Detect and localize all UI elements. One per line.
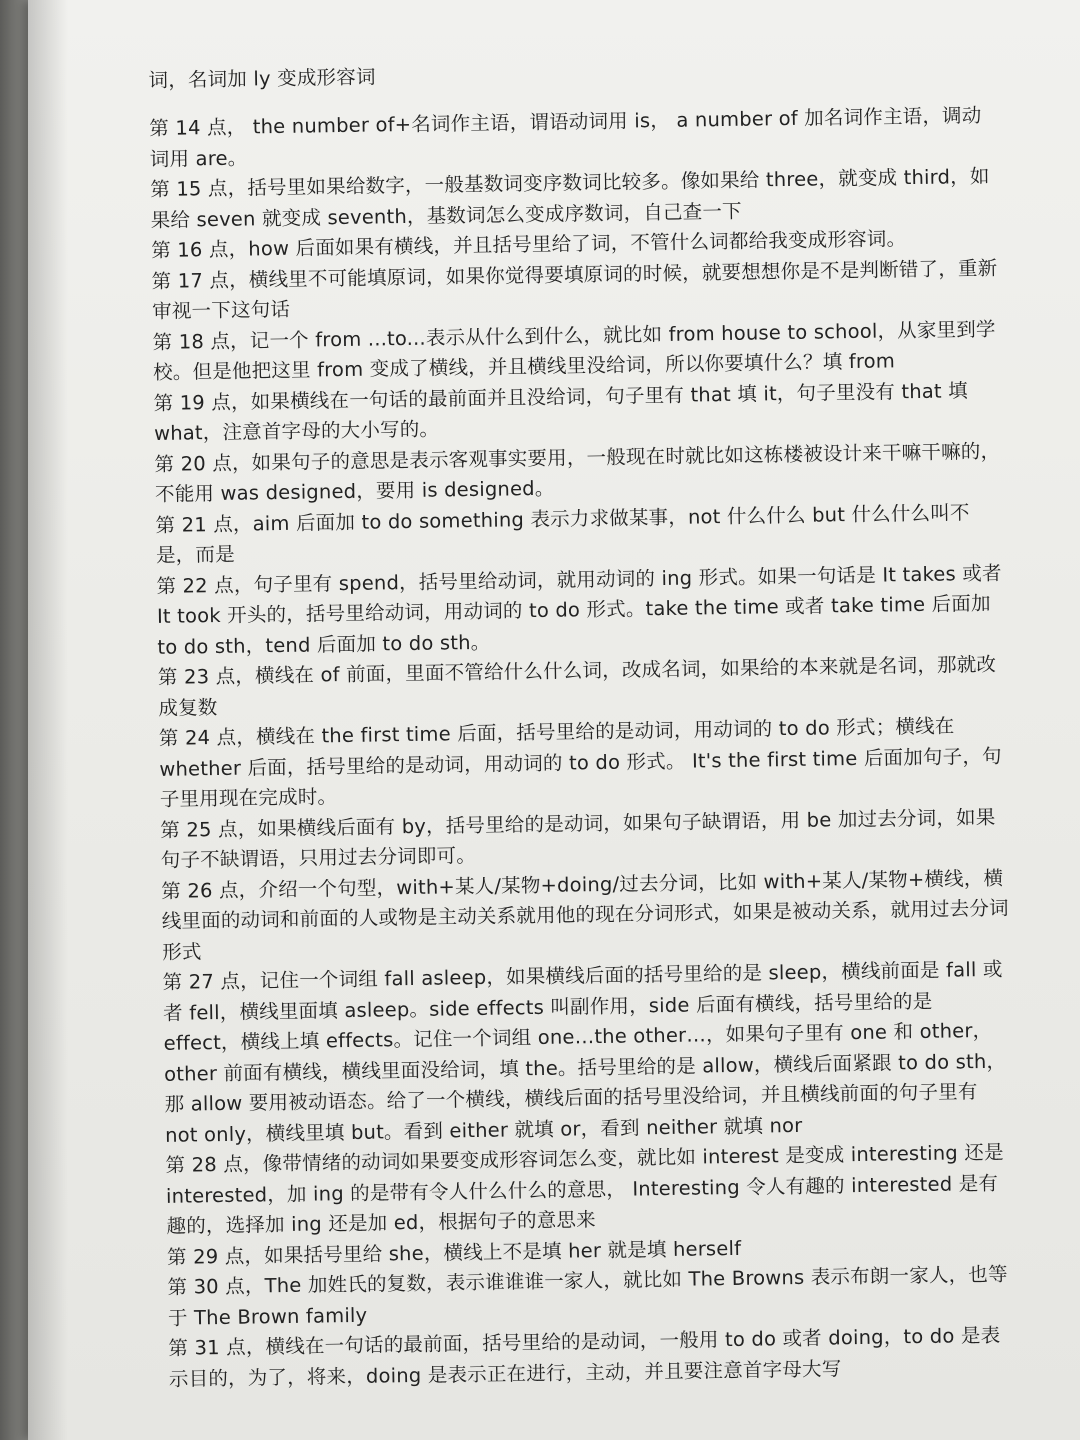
tip-number: 第 25 点， xyxy=(160,816,258,842)
tip-text: aim 后面加 to do something 表示力求做某事，not 什么什么 but 什么什么叫不是，而是 xyxy=(155,500,970,567)
tip-number: 第 14 点， xyxy=(149,115,247,140)
tip-text: 句子里有 spend，括号里给动词，就用动词的 ing 形式。如果一句话是 It takes 或者 It took 开头的，括号里给动词，用动词的 to do 形式。take the time 或者 take time 后面加 to do sth，tend 后面加 to do sth。 xyxy=(156,561,1002,659)
tip-text: 介绍一个句型，with+某人/某物+doing/过去分词，比如 with+某人/某物+横线，横线里面的动词和前面的人或物是主动关系就用他的现在分词形式，如果是被动关系，就用过去分词形式 xyxy=(161,866,1009,964)
tip-text: 如果横线在一句话的最前面并且没给词，句子里有 that 填 it，句子里没有 that 填 what，注意首字母的大小写的。 xyxy=(153,378,969,445)
tip-text: how 后面如果有横线，并且括号里给了词，不管什么词都给我变成形容词。 xyxy=(248,227,907,261)
tip-number: 第 20 点， xyxy=(154,450,252,476)
book-binding xyxy=(0,0,28,1440)
tip-text: 记住一个词组 fall asleep，如果横线后面的括号里给的是 sleep，横线前面是 fall 或者 fell，横线里面填 asleep。side effects 叫副作用，side 后面有横线，括号里给的是 effect，横线上填 effects。记住一个词组 one…the other…，如果句子里有 one 和 other，other 前面有横线，横线里面没给词，填 the。括号里给的是 allow，横线后面紧跟 to do sth，那 allow 要用被动语态。给了一个横线，横线后面的括号里没给词，并且横线前面的句子里有 not only，横线里填 but。看到 either 就填 or，看到 neither 就填 nor xyxy=(163,957,1007,1147)
tip-number: 第 23 点， xyxy=(157,664,256,689)
tip-item xyxy=(165,1138,1016,1243)
tip-item xyxy=(161,863,1012,968)
tip-text: 横线在一句话的最前面，括号里给的是动词，一般用 to do 或者 doing，to do 是表示目的，为了，将来，doing 是表示正在进行，主动，并且要注意首字母大写 xyxy=(168,1323,1001,1391)
tip-text: 横线里不可能填原词，如果你觉得要填原词的时候，就要想想你是不是判断错了，重新审视一下这句话 xyxy=(151,256,998,323)
tip-number: 第 18 点， xyxy=(152,328,250,354)
tip-number: 第 22 点， xyxy=(156,572,254,598)
tip-number: 第 29 点， xyxy=(166,1243,265,1269)
tip-number: 第 28 点， xyxy=(165,1152,263,1177)
tips-list xyxy=(149,101,1019,1395)
tip-text: 记一个 from ...to...表示从什么到什么，就比如 from house to school，从家里到学校。但是他把这里 from 变成了横线，并且横线里没给词，所以你要填什么？填 from xyxy=(152,317,996,384)
tip-number: 第 30 点， xyxy=(167,1274,265,1299)
tip-text: 括号里如果给数字，一般基数词变序数词比较多。像如果给 three，就变成 third，如果给 seven 就变成 seventh，基数词怎么变成序数词，自己查一下 xyxy=(150,164,990,232)
tip-number: 第 17 点， xyxy=(151,267,249,293)
tip-text: the number of+名词作主语，谓语动词用 is， a number of 加名词作主语，调动词用 are。 xyxy=(149,103,982,171)
tip-item xyxy=(159,711,1010,816)
tip-number: 第 27 点， xyxy=(162,969,261,994)
tip-text: 如果括号里给 she，横线上不是填 her 就是填 herself xyxy=(263,1236,742,1267)
page-content xyxy=(148,33,1019,1395)
tip-number: 第 24 点， xyxy=(158,725,257,750)
tip-text: 像带情绪的动词如果要变成形容词怎么变，就比如 interest 是变成 interesting 还是 interested，加 ing 的是带有令人什么什么的意思， Interesting 令人有趣的 interested 是有趣的，选择加 ing 还是加 ed，根据句子的意思来 xyxy=(165,1140,1004,1238)
tip-text: 横线在 of 前面，里面不管给什么什么词，改成名词，如果给的本来就是名词，那就改成复数 xyxy=(158,652,997,720)
tip-text: 如果横线后面有 by，括号里给的是动词，如果句子缺谓语，用 be 加过去分词，如果句子不缺谓语，只用过去分词即可。 xyxy=(160,805,996,872)
document-page xyxy=(28,0,1080,1440)
tip-text: 如果句子的意思是表示客观事实要用，一般现在时就比如这栋楼被设计来干嘛干嘛的，不能用 was designed，要用 is designed。 xyxy=(154,439,1001,506)
tip-item xyxy=(156,558,1007,663)
tip-number: 第 21 点， xyxy=(155,511,253,537)
tip-number: 第 26 点， xyxy=(161,877,259,903)
tip-number: 第 31 点， xyxy=(168,1335,266,1360)
tip-number: 第 15 点， xyxy=(150,176,248,201)
tip-number: 第 16 点， xyxy=(151,237,249,262)
tip-text: 横线在 the first time 后面，括号里给的是动词，用动词的 to do 形式；横线在 whether 后面，括号里给的是动词，用动词的 to do 形式。 It's the first time 后面加句子，句子里用现在完成时。 xyxy=(159,714,1002,811)
tip-item xyxy=(168,1320,1019,1394)
tip-item xyxy=(162,955,1015,1151)
intro-line: 词，名词加 ly 变成形容词 xyxy=(148,64,376,92)
tip-text: The 加姓氏的复数，表示谁谁谁一家人，就比如 The Browns 表示布朗一家人，也等于 The Brown family xyxy=(167,1262,1008,1330)
tip-number: 第 19 点， xyxy=(153,389,251,415)
